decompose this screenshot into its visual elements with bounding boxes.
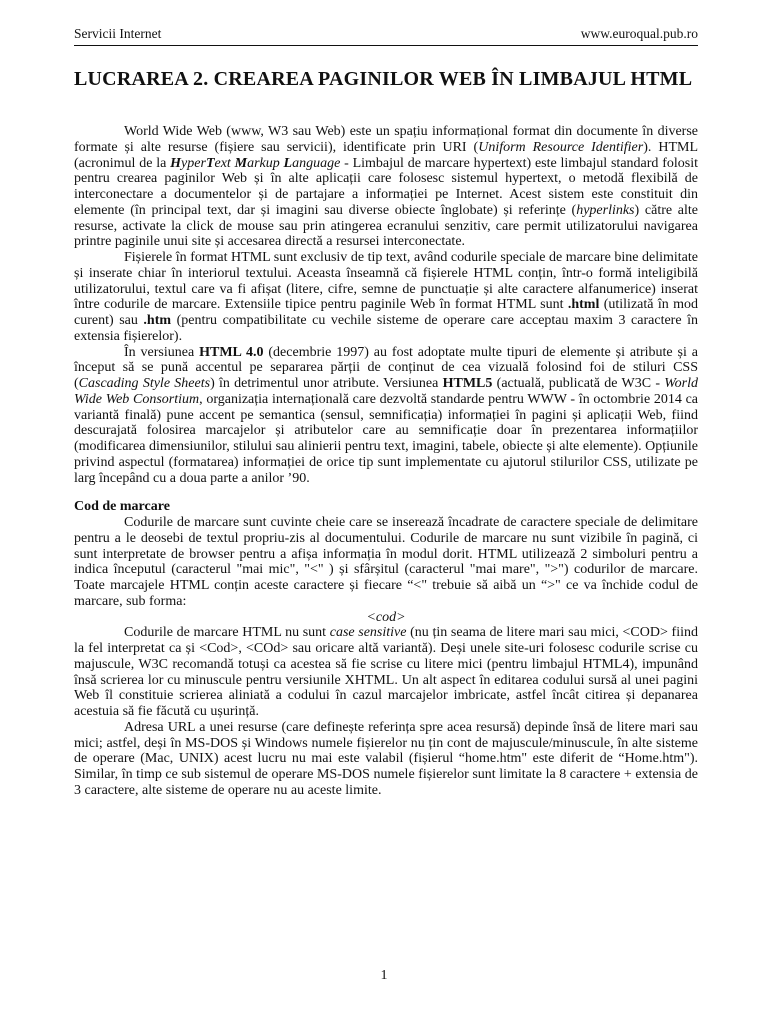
paragraph-html-files <box>74 250 698 345</box>
text-run-bold: HTML 4.0 <box>199 344 264 360</box>
paragraph-markup-codes: Codurile de marcare sunt cuvinte cheie care se inserează încadrate de caractere speciale de delimitare pentru a le deosebi de textul propriu-zis al documentului. Codurile de marcare nu sunt vizibile în pagină, ci sunt interpretate de browser pentru a afișa informația în modul dorit. HTML utilizează 2 simboluri pentru a indica începutul (caracterul "mai mic", "<" ) și sfârșitul (caracterul "mai mare", ">") codurilor de marcare. Toate marcajele HTML conțin aceste caractere și fiecare “<" trebuie să aibă un “>" ce va închide codul de marcare, sub forma: <box>74 515 698 609</box>
header-divider <box>74 45 698 46</box>
paragraph-url-case: Adresa URL a unei resurse (care definește referința spre acea resursă) depinde însă de litere mari sau mici; astfel, deși în MS-DOS și Windows numele fișierelor nu țin cont de majuscule/minuscule, în alte sisteme de operare (Mac, UNIX) acest lucru nu mai este valabil (fișierul “home.htm" este diferit de “Home.htm"). Similar, în timp ce sub sistemul de operare MS-DOS numele fișierelor sunt limitate la 8 caractere + extensia de 3 caractere, alte sisteme de operare nu au aceste limite. <box>74 719 698 798</box>
section-heading: Cod de marcare <box>74 499 170 515</box>
code-form-example <box>74 610 698 626</box>
text-run-italic: <cod> <box>366 609 406 625</box>
page-title: LUCRAREA 2. CREAREA PAGINILOR WEB ÎN LIMBAJUL HTML <box>74 68 693 90</box>
text-run-acronym: HyperText Markup Language <box>170 155 341 171</box>
text-run: ). HTML (acronimul de la <box>74 139 699 171</box>
page-header <box>74 26 698 42</box>
text-run: - Limbajul de marcare hypertext) este limbajul standard folosit pentru crearea paginilor Web și în alte aplicații care folosesc sistemul hypertext, o metodă flexibilă de interconectare a documentelor și de partajare a informației pe Internet. Acest sistem este constituit din elemente (în principal text, dar și imagini sau diverse obiecte înglobate) și referințe ( <box>74 155 698 218</box>
text-run: (nu țin seama de litere mari sau mici, <COD> fiind la fel interpretat ca și <Cod>, <COd> sau oricare altă variantă). Deși unele site-uri folosesc codurile scrise cu majuscule, W3C recomandă totuși ca acestea să fie scrise cu litere mici (pentru limbajul HTML4), impunând însă scrierea lor cu minuscule pentru versiunile XHTML. Un alt aspect în editarea codului sursă al unei pagini Web îl constituie scrierea aliniată a codului în cazul marcajelor imbricate, astfel încât citirea și depanarea acestuia să fie făcută cu ușurință. <box>74 625 698 719</box>
main-content <box>74 124 698 799</box>
text-run-italic: Cascading Style Sheets <box>78 376 211 391</box>
text-run: (decembrie 1997) au fost adoptate multe tipuri de elemente și atribute și a început să se pună accentul pe separarea părții de conținut de cea vizuală folosind foi de stiluri CSS ( <box>74 344 698 391</box>
text-run: Codurile de marcare HTML nu sunt <box>124 625 330 641</box>
text-run: World Wide Web (www, W3 sau Web) este un spațiu informațional format din documente în diverse formate și alte resurse (fișiere sau servicii), identificate prin URI ( <box>74 124 698 155</box>
header-left-text: Servicii Internet <box>74 26 162 41</box>
page-number: 1 <box>380 968 388 983</box>
text-run: (utilizată în mod curent) sau <box>74 297 698 328</box>
text-run-bold: .htm <box>143 313 172 328</box>
text-run: În versiunea <box>124 344 200 360</box>
text-run: (actuală, publicată de W3C - <box>492 376 665 391</box>
text-run-italic: Uniform Resource Identifier <box>478 139 644 155</box>
text-run-italic: World Wide Web Consortium <box>74 376 698 407</box>
text-run: ) în detrimentul unor atribute. Versiunea <box>210 376 443 391</box>
header-right-url: www.euroqual.pub.ro <box>580 26 698 41</box>
paragraph-intro <box>74 124 698 250</box>
text-run: , organizația internațională care dezvoltă standarde pentru WWW - în octombrie 2014 ca variantă finală) pune accent pe semantica (sensul, semnificația) informației în pagini și aplicații Web, fiind descurajată folosirea marcajelor și atributelor care au semnificație doar în prezentarea informațiilor (modificarea dimensiunilor, stilului sau alinierii pentru text, imagini, tabele, obiecte și alte elemente). Opțiunile privind aspectul (formatarea) informației de orice tip sunt implementate cu ajutorul stilurilor CSS, utilizate pe larg începând cu a doua parte a anilor ’90. <box>74 391 698 486</box>
text-run: (pentru compatibilitate cu vechile sisteme de operare care acceptau maxim 3 caractere în extensia fișierelor). <box>74 313 698 344</box>
paragraph-html-versions <box>74 345 698 487</box>
text-run: ) către alte resurse, activate la click de mouse sau prin atingerea ecranului senzitiv, care permit utilizatorului navigarea printre paginile unui site și accesarea directă a resursei interconectate. <box>74 202 698 250</box>
paragraph-case-sensitivity <box>74 625 698 720</box>
text-run-bold: .html <box>567 297 600 313</box>
text-run-italic: case sensitive <box>329 625 407 641</box>
text-run: Fișierele în format HTML sunt exclusiv de tip text, având codurile speciale de marcare bine delimitate și inserate chiar în interiorul textului. Aceasta înseamnă că fișierele HTML conțin, într-o formă inteligibilă utilizatorului, textul care va fi afișat (litere, cifre, semne de punctuație și alte caractere alfanumerice) inserat între codurile de marcare. Extensiile tipice pentru paginile Web în format HTML sunt <box>74 250 698 313</box>
text-run-bold: HTML5 <box>442 376 493 391</box>
text-run-italic: hyperlinks <box>576 202 635 218</box>
